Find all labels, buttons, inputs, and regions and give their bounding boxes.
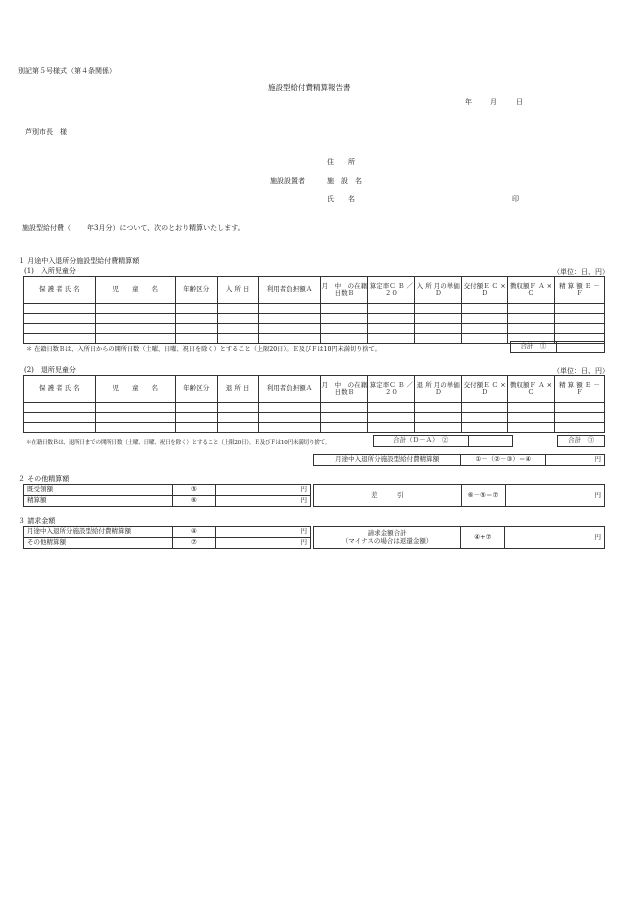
admission-total	[510, 341, 605, 353]
diff-formula: ⑥－⑤＝⑦	[461, 485, 505, 507]
addressee: 芦別市長 様	[25, 128, 67, 136]
section1-title: １ 月途中入退所分施設型給付費精算額	[18, 257, 140, 265]
grand-total-formula: ④+⑦	[461, 527, 505, 549]
col-header: 算定率Ｃ Ｂ ／ ２０	[368, 376, 415, 403]
col-header: 交付額Ｅ Ｃ × Ｄ	[462, 376, 508, 403]
yen-unit: 円	[546, 455, 605, 466]
settle-mark: ⑥	[172, 496, 216, 507]
col-header: 保 護 者 氏 名	[24, 376, 96, 403]
section3-right	[313, 526, 605, 549]
diff-label: 差 引	[314, 485, 462, 507]
col-header: 徴収額Ｆ Ａ × Ｃ	[508, 376, 555, 403]
table-row	[24, 403, 605, 413]
col-header: 年齢区分	[175, 277, 217, 304]
table-row	[24, 413, 605, 423]
col-header: 年齢区分	[175, 376, 217, 403]
admission-unit: （単位：日、円）	[553, 268, 609, 276]
table-row	[24, 314, 605, 324]
row2-label: その他精算額	[24, 538, 173, 549]
col-header: 保 護 者 氏 名	[24, 277, 96, 304]
row1-mark: ④	[172, 527, 216, 538]
yen-unit: 円	[216, 485, 311, 496]
admission-note: ＊ 在籍日数Ｂは、入所日からの開所日数（土曜、日曜、祝日を除く）とすること（上限20日）。Ｅ及びＦは10円未満切り捨て。	[26, 346, 381, 353]
col-header: 児 童 名	[95, 376, 175, 403]
total-label: 合計 ①	[511, 342, 557, 353]
col-header: 算定率Ｃ Ｂ ／ ２０	[368, 277, 415, 304]
section2-right	[313, 484, 605, 507]
col-header: 退 所 日	[217, 376, 258, 403]
summary-formula: ①－（②－③）＝④	[461, 455, 546, 466]
section2-title: ２ その他精算額	[18, 475, 70, 483]
table-row	[24, 304, 605, 314]
name-label: 氏 名	[327, 195, 355, 203]
form-number: 別記第５号様式（第４条関係）	[18, 67, 116, 75]
facility-label: 施 設 名	[327, 177, 362, 185]
col-header: 児 童 名	[95, 277, 175, 304]
col-header: 徴収額Ｆ Ａ × Ｃ	[508, 277, 555, 304]
yen-unit: 円	[216, 496, 311, 507]
received-mark: ⑤	[172, 485, 216, 496]
withdrawal-unit: （単位：日、円）	[553, 367, 609, 375]
summary-label: 月途中入退所分施設型給付費精算額	[314, 455, 461, 466]
admission-table	[23, 276, 605, 344]
table-row	[24, 423, 605, 433]
seal-mark: 印	[512, 195, 519, 203]
table-row	[24, 324, 605, 334]
withdrawal-totals	[373, 435, 605, 447]
col-header: 精 算 額 Ｅ － Ｆ	[555, 277, 605, 304]
col-header: 退 所 月の単価Ｄ	[415, 376, 462, 403]
total-label: 合計 ③	[558, 436, 605, 447]
withdrawal-note: ＊在籍日数Ｂは、退所日までの開所日数（土曜、日曜、祝日を除く）とすること（上限20日）。Ｅ及びＦは10円未満切り捨て。	[26, 440, 331, 446]
yen-unit: 円	[505, 527, 605, 549]
section2-left	[23, 484, 311, 507]
row2-mark: ⑦	[172, 538, 216, 549]
address-label: 住 所	[327, 158, 355, 166]
date-day: 日	[516, 98, 523, 106]
yen-unit: 円	[216, 527, 311, 538]
date-year: 年	[465, 98, 472, 106]
withdrawal-table	[23, 375, 605, 433]
col-header: 入 所 月の単価Ｄ	[415, 277, 462, 304]
col-header: 月 中 の在籍日数Ｂ	[321, 376, 368, 403]
subtotal-label: 合計（Ｄ－Ａ） ②	[374, 436, 469, 447]
received-label: 既受領額	[24, 485, 173, 496]
applicant-label: 施設設置者	[270, 177, 305, 185]
col-header: 入 所 日	[217, 277, 258, 304]
section3-left	[23, 526, 311, 549]
col-header: 月 中 の在籍日数Ｂ	[321, 277, 368, 304]
col-header: 交付額Ｅ Ｃ × Ｄ	[462, 277, 508, 304]
date-month: 月	[490, 98, 497, 106]
grand-total-label: 請求金額合計 （マイナスの場合は返還金額）	[314, 527, 461, 549]
intro-text: 施設型給付費（ 年3月分）について、次のとおり精算いたします。	[22, 224, 245, 232]
yen-unit: 円	[505, 485, 604, 507]
section1-summary	[313, 454, 605, 466]
settle-label: 精算額	[24, 496, 173, 507]
col-header: 利用者負担額Ａ	[258, 376, 321, 403]
col-header: 精 算 額 Ｅ － Ｆ	[555, 376, 605, 403]
row1-label: 月途中入退所分施設型給付費精算額	[24, 527, 173, 538]
yen-unit: 円	[216, 538, 311, 549]
section3-title: ３ 請求金額	[18, 517, 56, 525]
admission-title: (1) 入所児童分	[24, 267, 76, 275]
col-header: 利用者負担額Ａ	[258, 277, 321, 304]
withdrawal-title: (2) 退所児童分	[24, 366, 76, 374]
page-title: 施設型給付費精算報告書	[268, 83, 351, 92]
